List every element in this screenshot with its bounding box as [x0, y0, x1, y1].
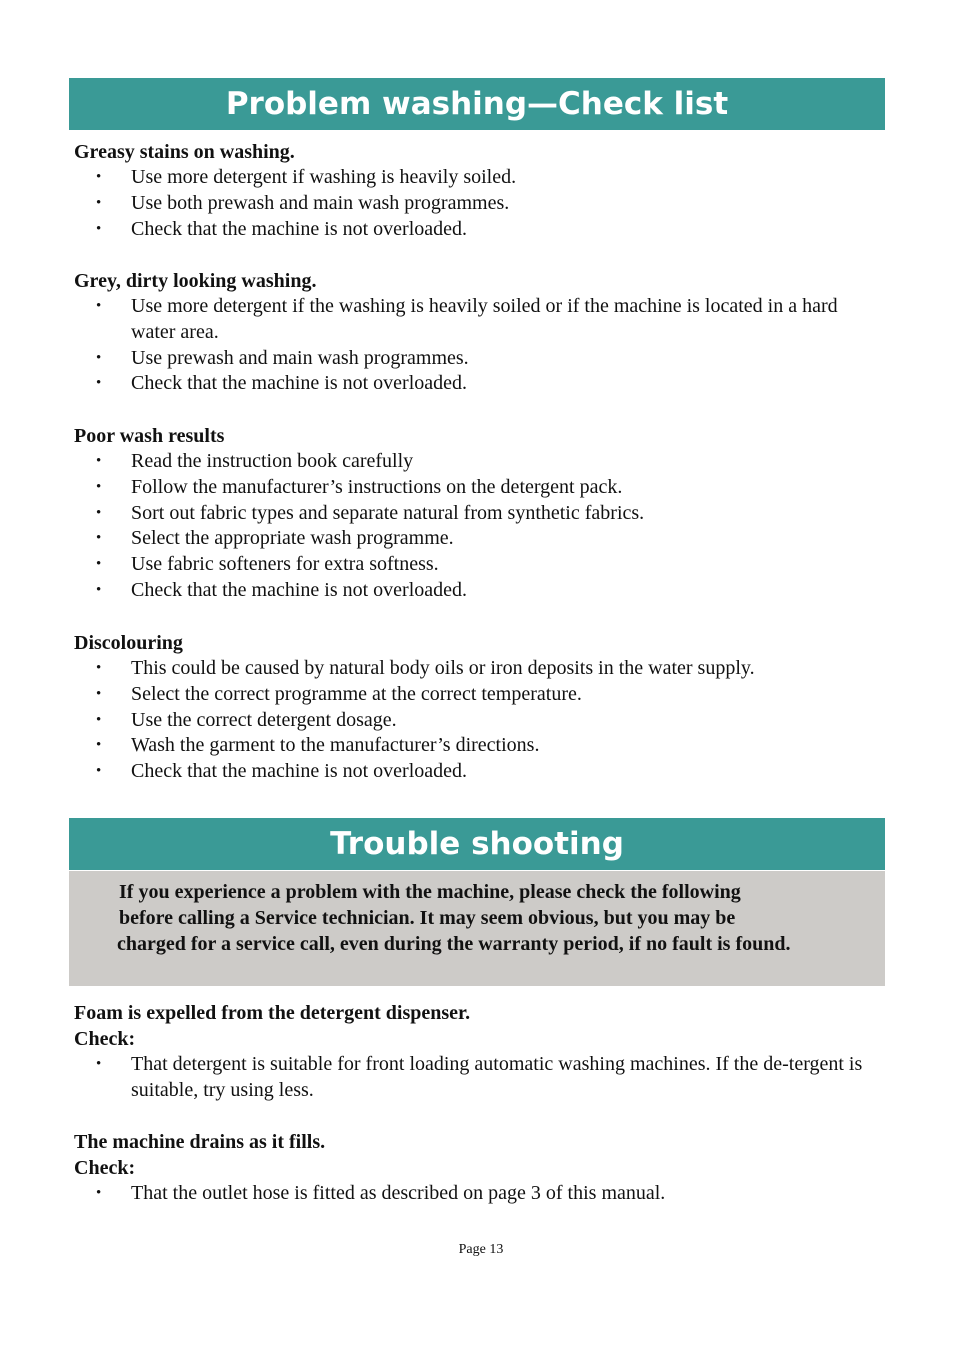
bullet-list: [74, 165, 886, 242]
bullet-list: [74, 1052, 886, 1104]
notice-line: before calling a Service technician. It may seem obvious, but you may be: [119, 907, 736, 929]
list-item: • Use more detergent if washing is heavily soiled.: [74, 165, 886, 191]
group-greasy-stains: [74, 139, 886, 242]
list-item: • Sort out fabric types and separate natural from synthetic fabrics.: [74, 501, 886, 527]
list-item: • Check that the machine is not overloaded.: [74, 759, 886, 785]
list-item: • Read the instruction book carefully: [74, 449, 886, 475]
troubleshooting-title: Trouble shooting: [69, 818, 885, 870]
list-item: • Follow the manufacturer’s instructions on the detergent pack.: [74, 475, 886, 501]
bullet-list: [74, 1181, 886, 1207]
group-heading: Poor wash results: [74, 425, 225, 447]
checklist-title: Problem washing—Check list: [69, 78, 885, 130]
group-foam-expelled: [74, 1000, 886, 1104]
group-poor-results: [74, 423, 886, 604]
check-label: Check:: [74, 1157, 136, 1179]
group-heading: Greasy stains on washing.: [74, 141, 295, 163]
group-grey-washing: [74, 268, 886, 397]
group-heading: Discolouring: [74, 632, 183, 654]
notice-line: charged for a service call, even during the warranty period, if no fault is found.: [117, 933, 791, 955]
group-heading: The machine drains as it fills.: [74, 1131, 326, 1153]
notice-line: If you experience a problem with the machine, please check the following: [119, 881, 741, 903]
list-item: • Use the correct detergent dosage.: [74, 708, 886, 734]
group-drains-as-fills: [74, 1129, 886, 1207]
list-item: • Select the appropriate wash programme.: [74, 526, 886, 552]
list-item: • Check that the machine is not overloaded.: [74, 371, 886, 397]
list-item: • This could be caused by natural body oils or iron deposits in the water supply.: [74, 656, 886, 682]
list-item: • Use both prewash and main wash programmes.: [74, 191, 886, 217]
bullet-list: [74, 294, 886, 397]
bullet-list: [74, 656, 886, 785]
check-label: Check:: [74, 1028, 136, 1050]
bullet-list: [74, 449, 886, 604]
list-item: • Use prewash and main wash programmes.: [74, 346, 886, 372]
group-heading: Foam is expelled from the detergent dispenser.: [74, 1002, 471, 1024]
list-item: • Wash the garment to the manufacturer’s directions.: [74, 733, 886, 759]
list-item: • Use more detergent if the washing is heavily soiled or if the machine is located in a hard water area.: [74, 294, 886, 346]
list-item: • Use fabric softeners for extra softness.: [74, 552, 886, 578]
list-item: • Check that the machine is not overloaded.: [74, 217, 886, 243]
list-item: • Check that the machine is not overloaded.: [74, 578, 886, 604]
list-item: • That the outlet hose is fitted as described on page 3 of this manual.: [74, 1181, 886, 1207]
group-heading: Grey, dirty looking washing.: [74, 270, 317, 292]
list-item: • Select the correct programme at the correct temperature.: [74, 682, 886, 708]
list-item: • That detergent is suitable for front loading automatic washing machines. If the de-tergent is suitable, try using less.: [74, 1052, 886, 1104]
group-discolouring: [74, 630, 886, 785]
page-number: Page 13: [458, 1242, 504, 1257]
warning-notice: [69, 871, 885, 986]
